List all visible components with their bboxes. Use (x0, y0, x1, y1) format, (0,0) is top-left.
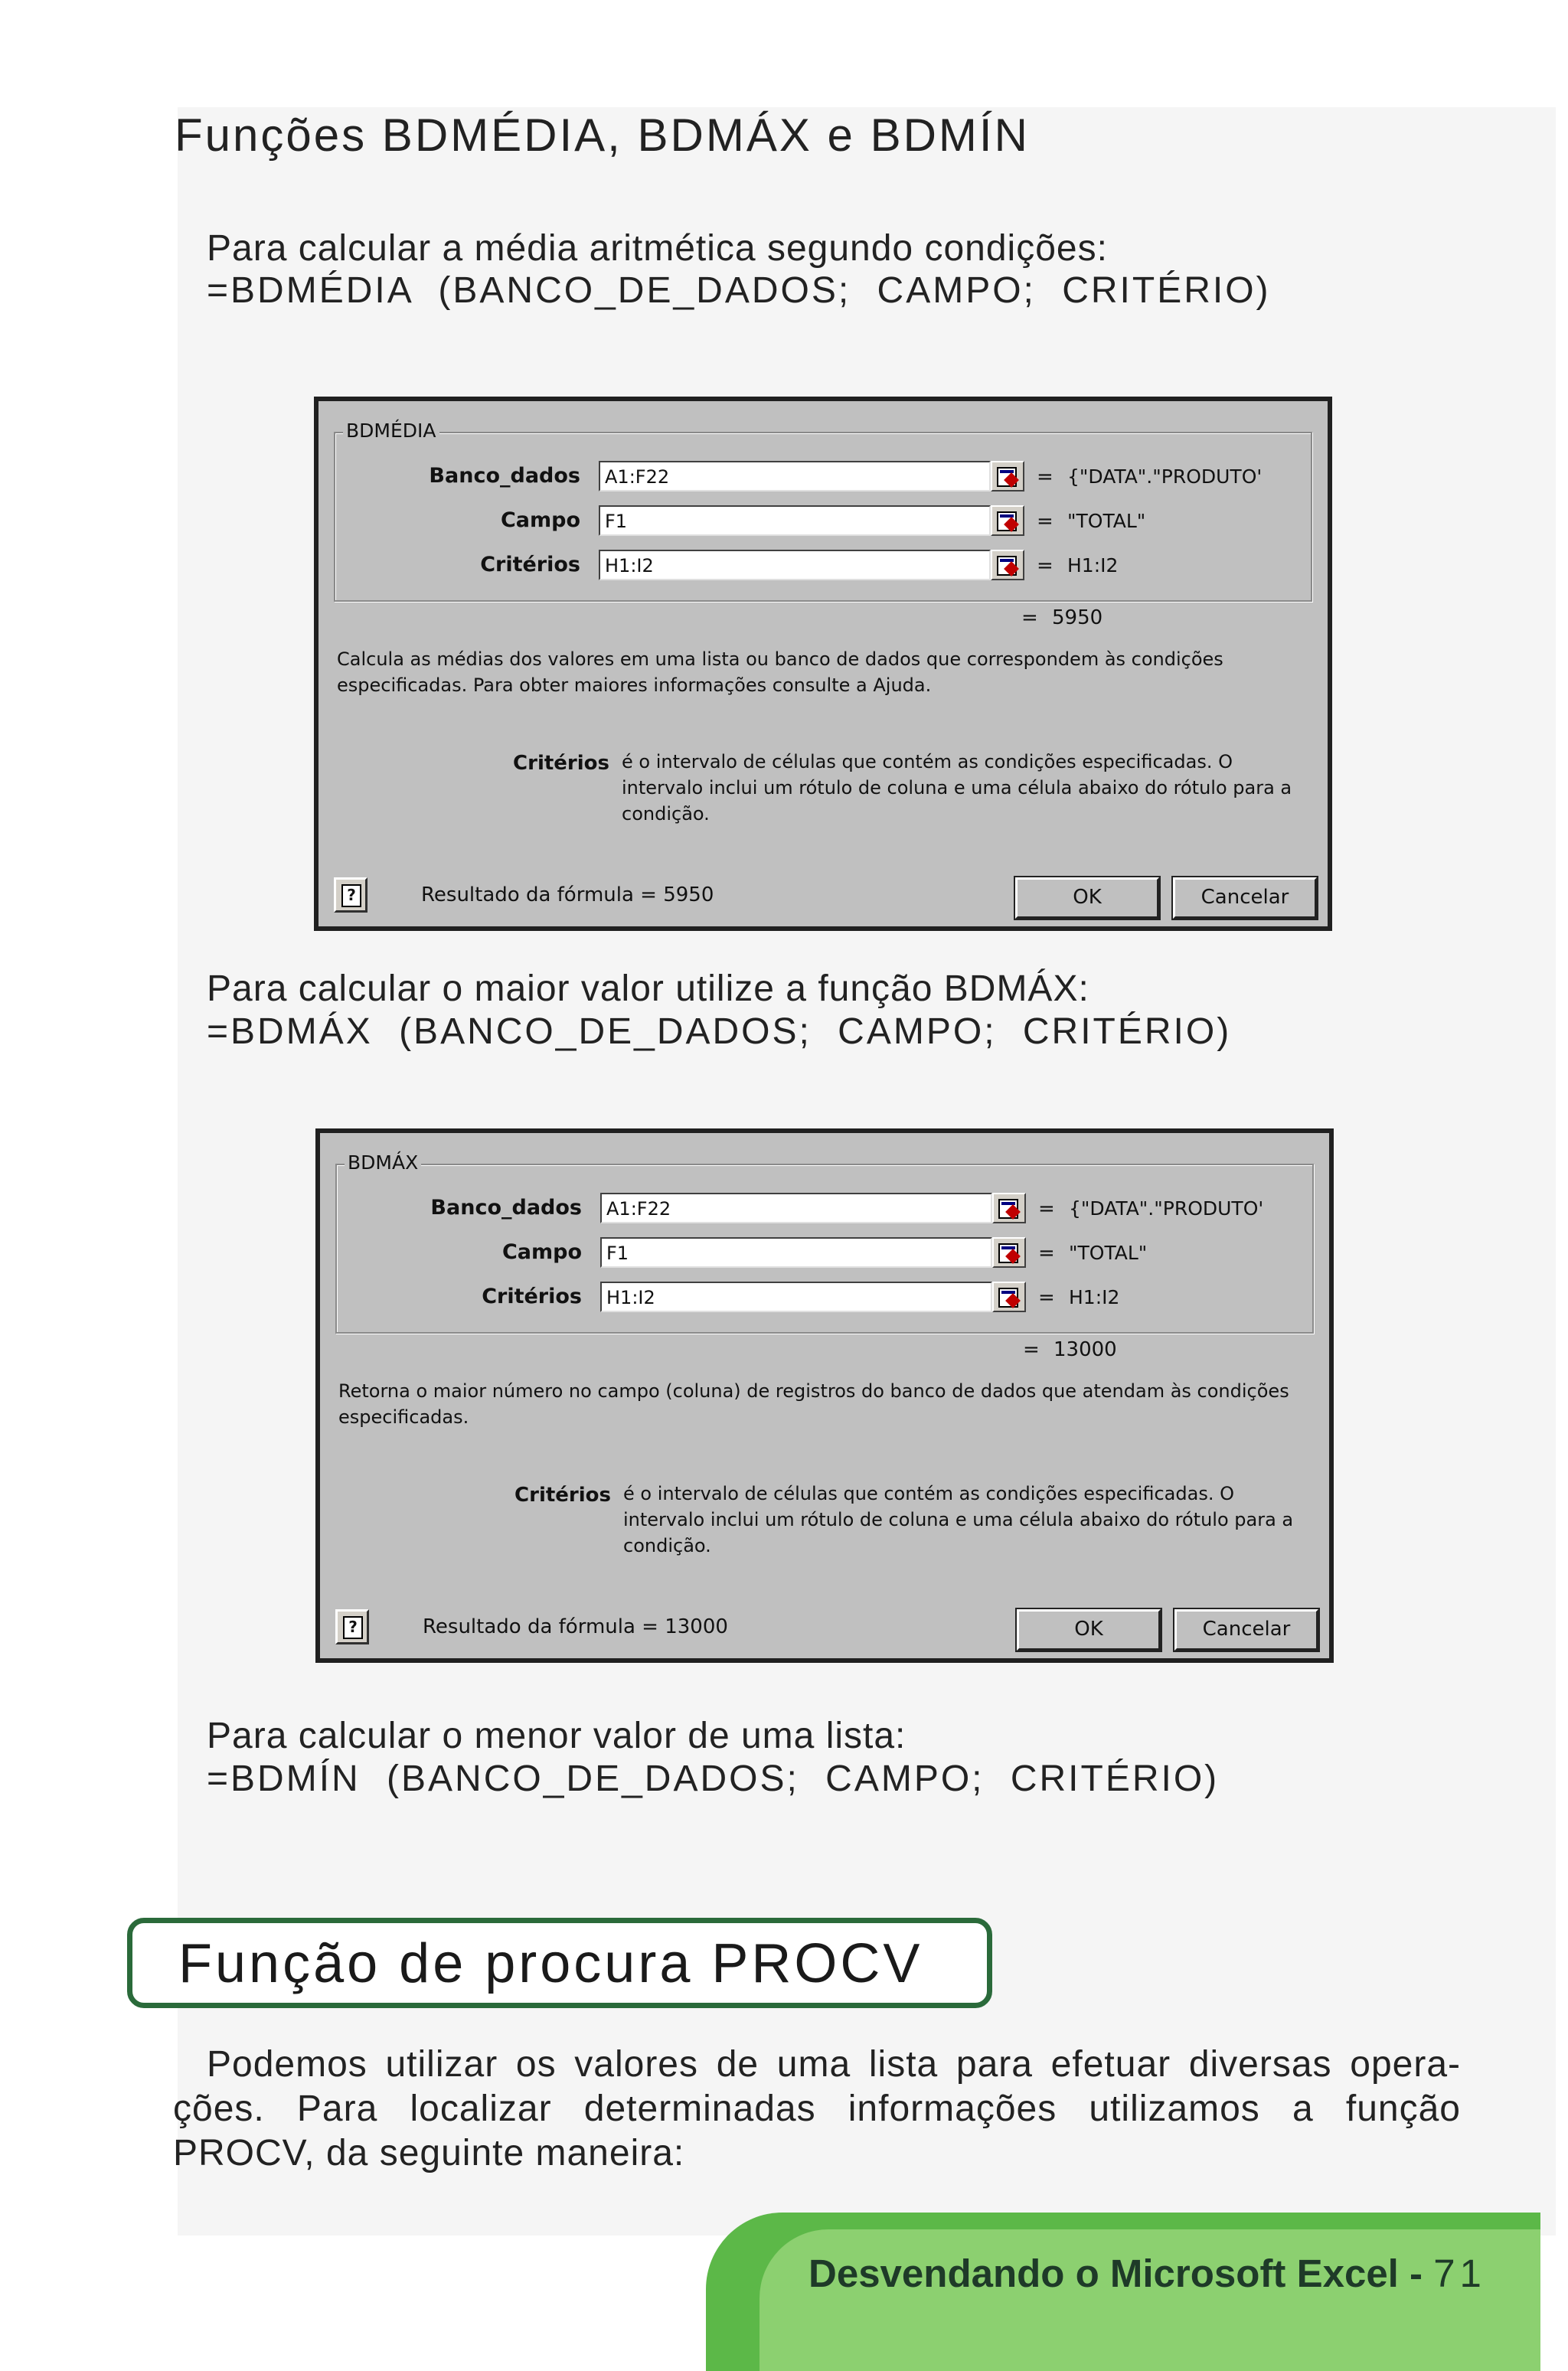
formula-result: Resultado da fórmula = 13000 (423, 1615, 728, 1638)
eq-sign: = (1038, 1242, 1055, 1265)
cancel-button[interactable]: Cancelar (1174, 1609, 1318, 1651)
arg-value-criterios: H1:I2 (1069, 1286, 1120, 1308)
arguments-group (334, 420, 1312, 602)
arg-value-campo: "TOTAL" (1067, 510, 1146, 532)
arg-label-campo: Campo (500, 508, 580, 532)
arguments-group (335, 1151, 1314, 1334)
eq-sign: = (1038, 1197, 1055, 1220)
formula-bdmedia: =BDMÉDIA (BANCO_DE_DADOS; CAMPO; CRITÉRIO) (207, 270, 1271, 311)
page-heading: Funções BDMÉDIA, BDMÁX e BDMÍN (175, 109, 1030, 161)
criteria-label: Critérios (514, 1484, 611, 1507)
arg-input-criterios[interactable]: H1:I2 (600, 1282, 992, 1312)
ok-button[interactable]: OK (1017, 1609, 1161, 1651)
arg-label-criterios: Critérios (482, 1285, 582, 1308)
arg-value-criterios: H1:I2 (1067, 554, 1119, 576)
intro-max-text: Para calcular o maior valor utilize a função BDMÁX: (207, 968, 1089, 1009)
arg-label-banco-dados: Banco_dados (429, 464, 580, 488)
dialog-bdmax (315, 1128, 1334, 1663)
arg-input-campo[interactable]: F1 (599, 505, 991, 536)
eq-sign: = (1037, 510, 1054, 533)
help-icon: ? (343, 1616, 363, 1639)
criteria-label: Critérios (513, 752, 609, 775)
eq-sign: = (1037, 465, 1054, 488)
result-value: 5950 (1052, 606, 1103, 629)
function-description: Retorna o maior número no campo (coluna) de registros do banco de dados que atendam às condições especificadas. (338, 1380, 1289, 1428)
arg-input-criterios[interactable]: H1:I2 (599, 550, 991, 580)
book-title: Desvendando o Microsoft Excel (808, 2252, 1399, 2295)
intro-min-text: Para calcular o menor valor de uma lista: (207, 1716, 906, 1756)
result-eq-sign: = (1023, 1338, 1040, 1361)
footer-text (808, 2251, 1486, 2296)
arg-input-campo[interactable]: F1 (600, 1237, 992, 1268)
arg-input-banco-dados[interactable]: A1:F22 (600, 1193, 992, 1223)
footer-separator: - (1410, 2252, 1423, 2295)
arg-value-banco-dados: {"DATA"."PRODUTO' (1067, 465, 1263, 488)
formula-bdmin: =BDMÍN (BANCO_DE_DADOS; CAMPO; CRITÉRIO) (207, 1759, 1220, 1799)
arg-input-banco-dados[interactable]: A1:F22 (599, 461, 991, 492)
arg-label-banco-dados: Banco_dados (430, 1196, 582, 1220)
section-title: Função de procura PROCV (178, 1933, 923, 1994)
arg-label-campo: Campo (501, 1240, 582, 1264)
help-button[interactable] (334, 877, 368, 913)
dialog-bdmedia (314, 397, 1332, 931)
ok-button[interactable]: OK (1015, 877, 1159, 919)
help-icon: ? (341, 884, 361, 907)
formula-bdmax: =BDMÁX (BANCO_DE_DADOS; CAMPO; CRITÉRIO) (207, 1011, 1232, 1052)
criteria-description: é o intervalo de células que contém as condições especificadas. O intervalo inclui um rótulo de coluna e uma célula abaixo do rótulo para a condição. (622, 751, 1292, 825)
arg-value-banco-dados: {"DATA"."PRODUTO' (1069, 1197, 1264, 1220)
help-button[interactable] (335, 1609, 369, 1644)
criteria-description: é o intervalo de células que contém as condições especificadas. O intervalo inclui um rótulo de coluna e uma célula abaixo do rótulo para a condição. (623, 1483, 1294, 1556)
intro-media-text: Para calcular a média aritmética segundo condições: (207, 228, 1108, 269)
collapse-dialog-icon[interactable] (992, 1282, 1026, 1312)
procv-paragraph: Podemos utilizar os valores de uma lista para efetuar diversas opera-ções. Para localizar determinadas informações utilizamos a função PROCV, da seguinte maneira: (173, 2044, 1461, 2173)
group-title: BDMÁX (345, 1151, 421, 1174)
collapse-dialog-icon[interactable] (992, 1193, 1026, 1223)
arg-value-campo: "TOTAL" (1069, 1242, 1148, 1264)
result-value: 13000 (1054, 1338, 1117, 1361)
collapse-dialog-icon[interactable] (991, 550, 1024, 580)
result-eq-sign: = (1021, 606, 1038, 629)
group-title: BDMÉDIA (343, 420, 439, 442)
eq-sign: = (1038, 1286, 1055, 1309)
eq-sign: = (1037, 554, 1054, 577)
section-box (127, 1918, 992, 2008)
arg-label-criterios: Critérios (480, 553, 580, 576)
function-description: Calcula as médias dos valores em uma lista ou banco de dados que correspondem às condições especificadas. Para obter maiores informações consulte a Ajuda. (337, 648, 1223, 696)
collapse-dialog-icon[interactable] (991, 461, 1024, 492)
formula-result: Resultado da fórmula = 5950 (421, 883, 714, 906)
collapse-dialog-icon[interactable] (991, 505, 1024, 536)
collapse-dialog-icon[interactable] (992, 1237, 1026, 1268)
cancel-button[interactable]: Cancelar (1173, 877, 1317, 919)
page-number: 71 (1433, 2252, 1486, 2295)
